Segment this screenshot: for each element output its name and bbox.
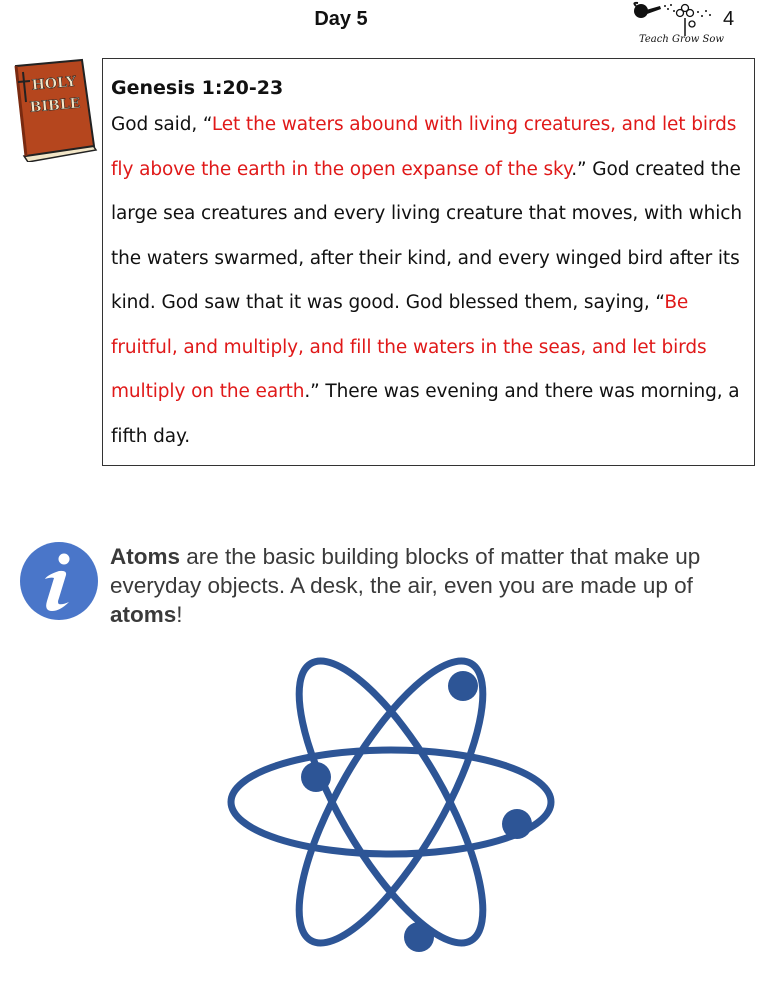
atoms-term: Atoms <box>110 544 181 569</box>
info-text <box>110 542 750 629</box>
page-title: Day 5 <box>314 8 368 30</box>
passage-text: .” There was evening and there was morning, a fifth day. <box>111 381 740 447</box>
bible-line-1: HOLY <box>31 73 77 94</box>
page-number: 4 <box>723 8 735 30</box>
electron <box>301 762 331 792</box>
holy-bible-icon <box>12 58 100 162</box>
electron <box>502 809 532 839</box>
atom-illustration <box>226 640 556 970</box>
quote-text: Be fruitful, and multiply, and fill the waters in the seas, and let birds multiply on the earth <box>111 292 707 402</box>
atoms-term: atoms <box>110 602 177 627</box>
scripture-reference: Genesis 1:20-23 <box>111 77 284 99</box>
atom-orbit <box>266 640 516 967</box>
scripture-passage <box>111 103 746 459</box>
logo-text: Teach Grow Sow <box>639 34 724 45</box>
passage-text: God said, “ <box>111 114 212 135</box>
quote-text: Let the waters abound with living creatures, and let birds fly above the earth in the open expanse of the sky <box>111 114 737 180</box>
info-icon <box>19 541 99 621</box>
passage-text: .” God created the large sea creatures and every living creature that moves, with which the waters swarmed, after their kind, and every winged bird after its kind. God saw that it was good. God blessed them, saying, “ <box>111 158 742 313</box>
electron <box>404 922 434 952</box>
atom-orbit <box>231 750 551 854</box>
atom-orbit <box>266 640 516 967</box>
info-body: are the basic building blocks of matter that make up everyday objects. A desk, the air, even you are made up of <box>110 544 701 598</box>
scripture-box <box>102 58 755 466</box>
bible-line-2: BIBLE <box>29 95 81 116</box>
info-body: ! <box>176 602 183 627</box>
electron <box>448 671 478 701</box>
